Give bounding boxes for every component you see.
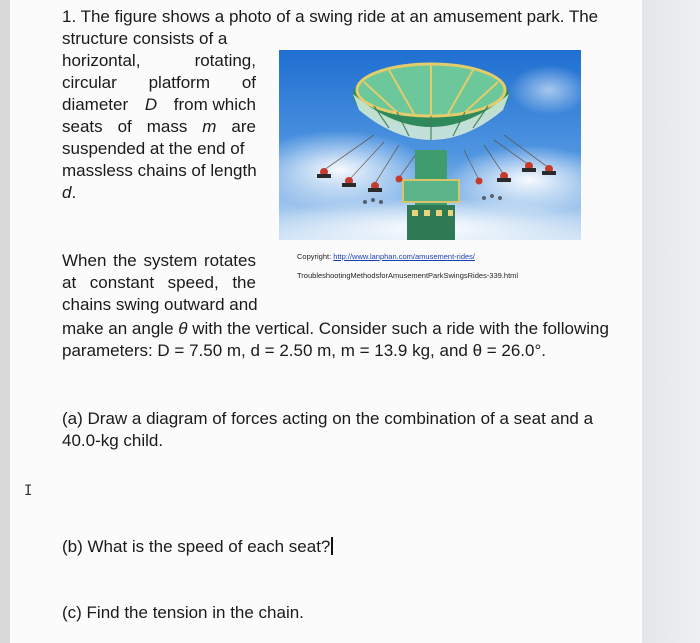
variable-D: D <box>144 95 158 114</box>
word: When <box>62 251 107 270</box>
part-a-line-1: (a) Draw a diagram of forces acting on the combination of a seat and a <box>62 409 594 428</box>
word: constant <box>89 273 155 292</box>
text: make an angle <box>62 319 179 338</box>
window-background <box>642 0 700 643</box>
problem-line-2: structure consists of a <box>62 29 228 48</box>
part-b-question[interactable] <box>62 536 333 558</box>
problem-line-5 <box>62 94 256 116</box>
word: rotates <box>204 251 256 270</box>
problem-line-10 <box>62 250 256 272</box>
text-caret <box>331 537 333 555</box>
problem-line-7: suspended at the end of <box>62 139 245 158</box>
part-b-text: (b) What is the speed of each seat? <box>62 537 331 556</box>
mouse-ibeam-cursor-icon: I <box>24 483 33 499</box>
word: of <box>117 117 132 136</box>
copyright-label: Copyright: <box>297 252 334 261</box>
word: circular <box>62 73 117 92</box>
text: with the vertical. Consider such a ride with the following <box>187 319 609 338</box>
problem-line-3 <box>62 50 256 72</box>
swing-ride-illustration <box>279 50 581 240</box>
word: the <box>113 251 137 270</box>
word: speed, <box>167 273 219 292</box>
word: seats <box>62 117 103 136</box>
word: platform <box>148 73 211 92</box>
part-c-question: (c) Find the tension in the chain. <box>62 603 304 622</box>
word: horizontal, <box>62 51 141 70</box>
variable-m: m <box>202 117 217 136</box>
problem-line-11 <box>62 272 256 294</box>
word: are <box>231 117 256 136</box>
problem-line-1: 1. The figure shows a photo of a swing ride at an amusement park. The <box>62 7 599 26</box>
word: mass <box>146 117 188 136</box>
copyright-line-2: TroubleshootingMethodsforAmusementParkSwingsRides-339.html <box>297 271 519 280</box>
problem-line-6 <box>62 116 256 138</box>
problem-line-4 <box>62 72 256 94</box>
problem-parameters: parameters: D = 7.50 m, d = 2.50 m, m = 13.9 kg, and θ = 26.0°. <box>62 341 547 360</box>
word: from which <box>173 95 256 114</box>
word: the <box>232 273 256 292</box>
swing-ride-photo <box>279 50 581 240</box>
copyright-line-1 <box>297 252 475 262</box>
word: system <box>143 251 198 270</box>
variable-d: d <box>62 183 72 202</box>
problem-line-9 <box>62 182 76 204</box>
word: at <box>62 273 77 292</box>
variable-theta: θ <box>178 319 188 338</box>
word: diameter <box>62 95 129 114</box>
word: rotating, <box>194 51 256 70</box>
part-a-line-2: 40.0-kg child. <box>62 431 164 450</box>
copyright-link[interactable]: http://www.lanphan.com/amusement-rides/ <box>333 252 476 261</box>
problem-line-12: chains swing outward and <box>62 295 258 314</box>
period: . <box>71 183 77 202</box>
problem-line-8: massless chains of length <box>62 161 257 180</box>
problem-line-13 <box>62 318 609 340</box>
word: of <box>241 73 256 92</box>
